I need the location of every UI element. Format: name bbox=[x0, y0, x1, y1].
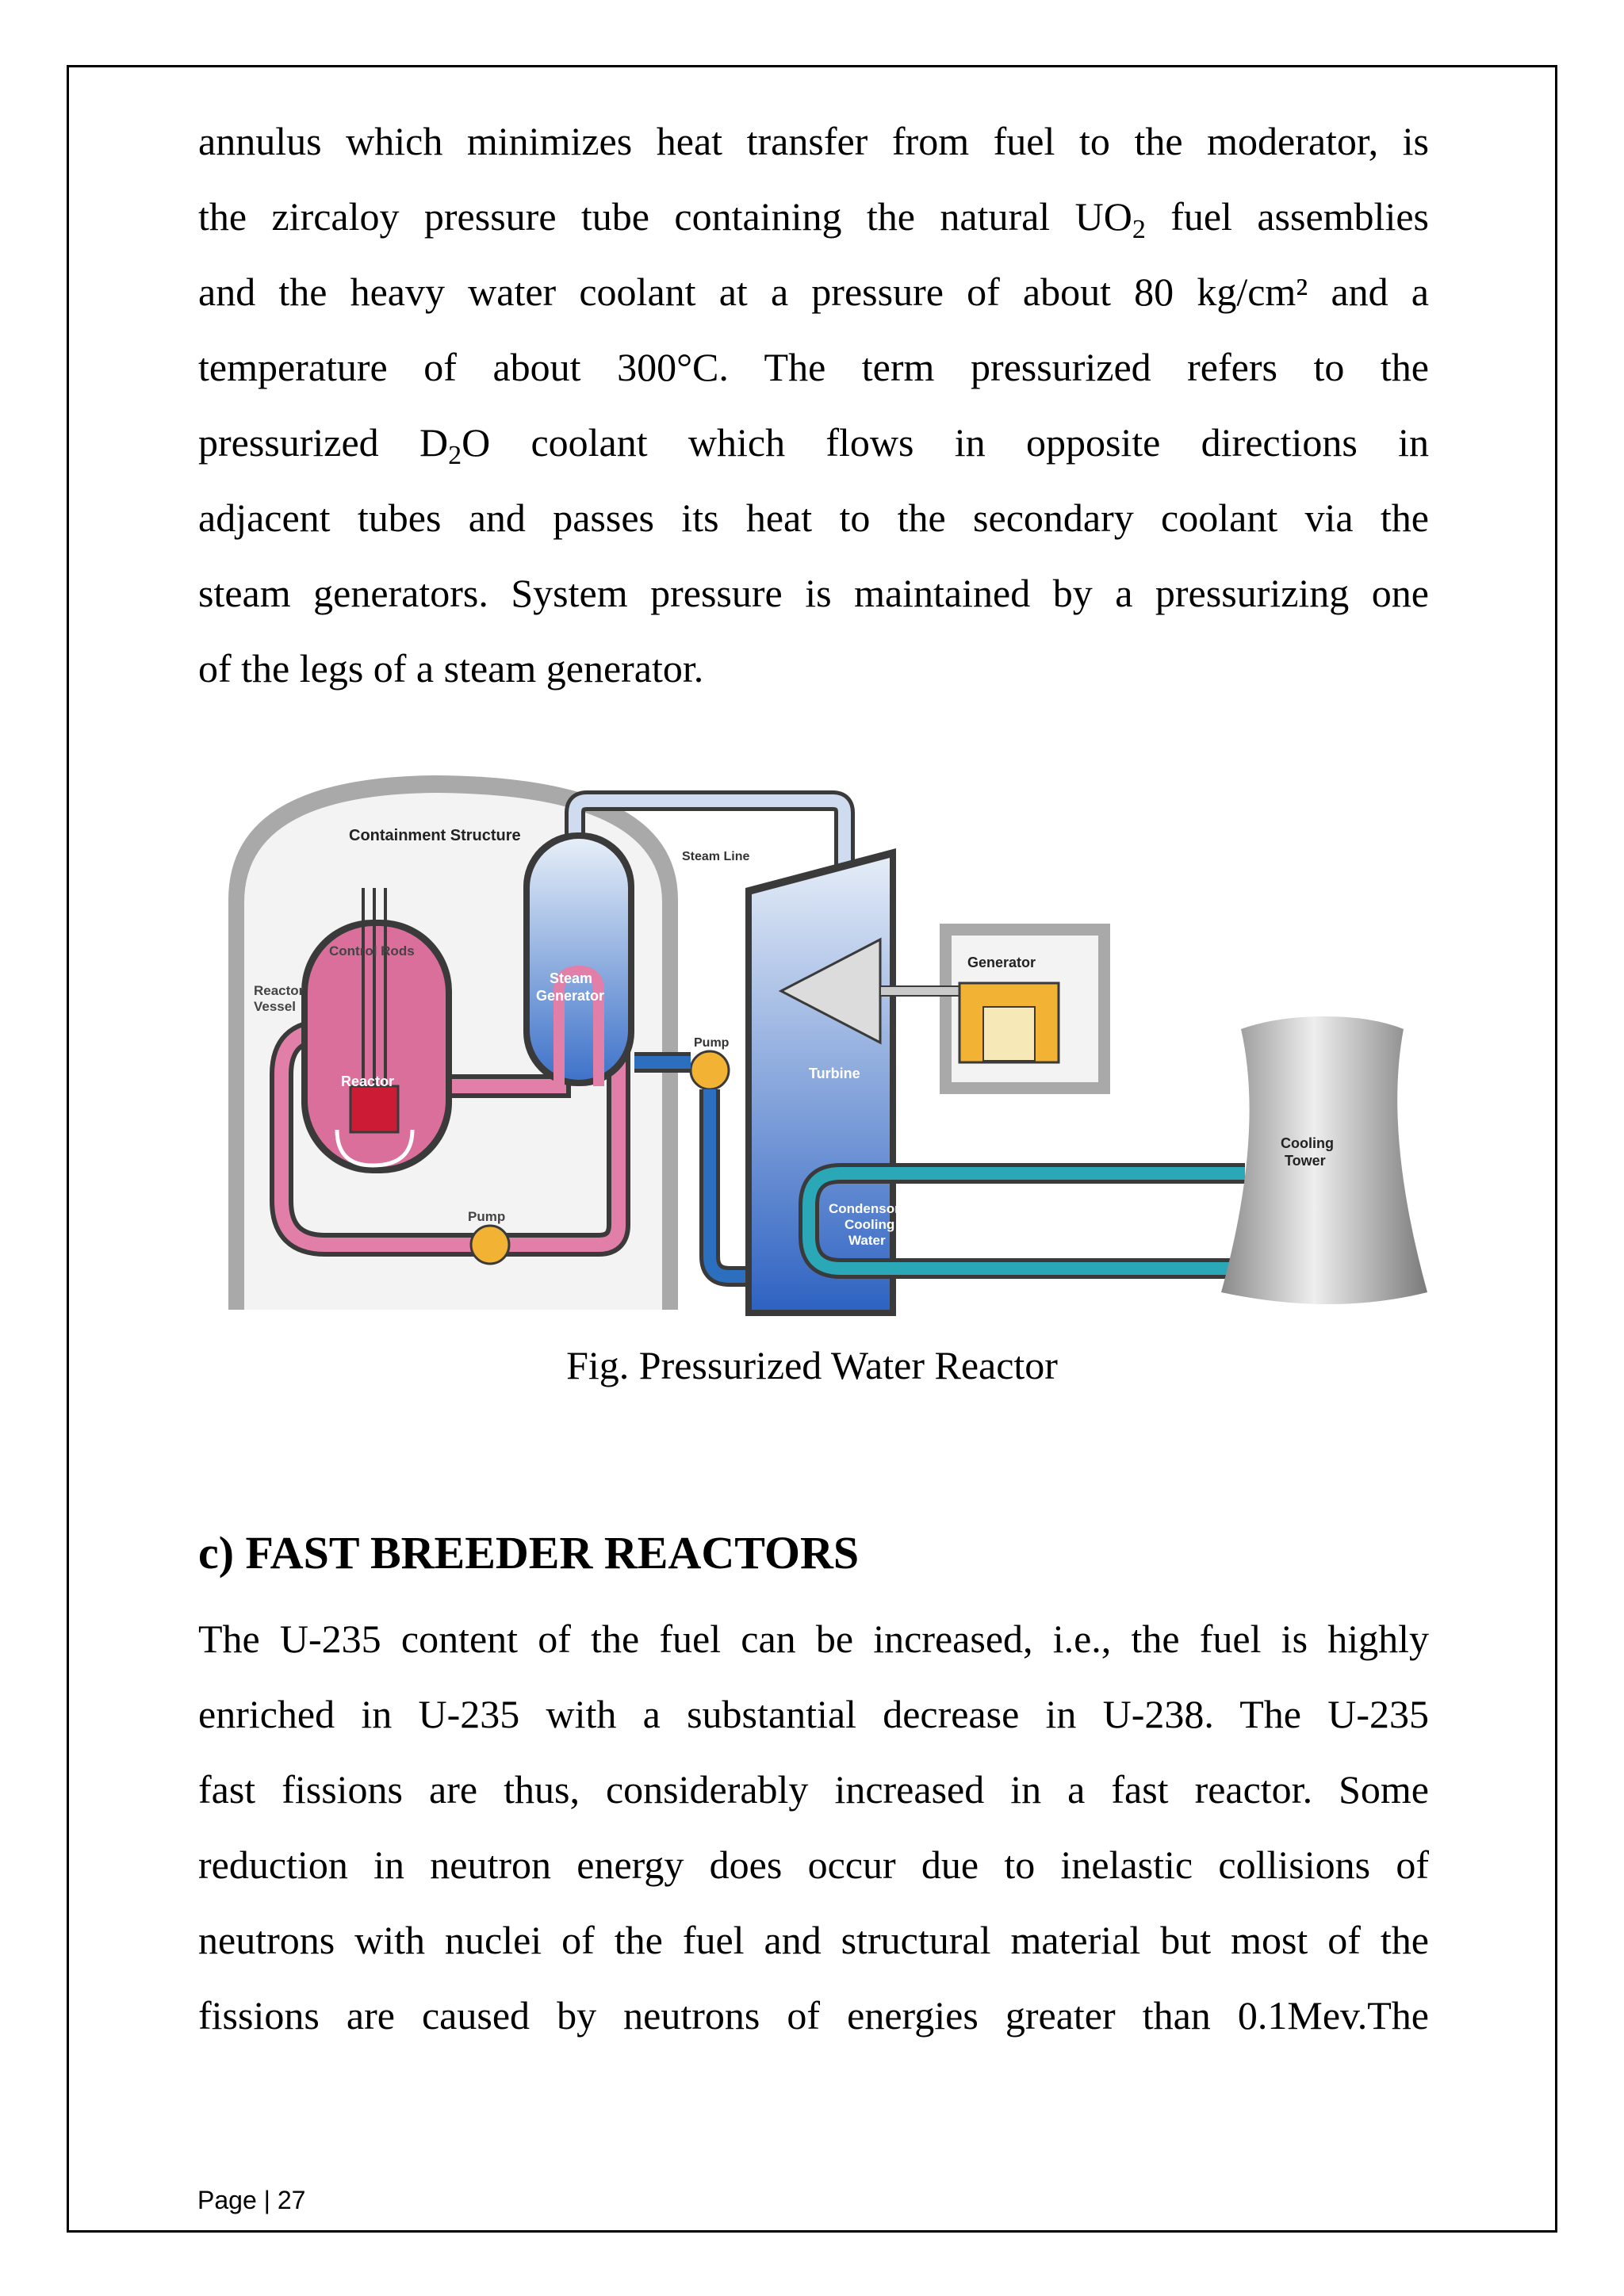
label-pump-top: Pump bbox=[694, 1036, 730, 1050]
text-line: fissions are caused by neutrons of energies greater than 0.1Mev.The bbox=[198, 1993, 1429, 2038]
page-number: Page | 27 bbox=[197, 2186, 306, 2214]
text-line: pressurized $D_2O$ coolant which flows in opposite directions in bbox=[198, 420, 1429, 470]
label-reactor-vessel-1: Reactor bbox=[254, 983, 304, 998]
text-line: fast fissions are thus, considerably increased in a fast reactor. Some bbox=[198, 1767, 1429, 1812]
primary-pump bbox=[471, 1226, 509, 1264]
label-containment: Containment Structure bbox=[349, 827, 521, 844]
text-line: steam generators. System pressure is maintained by a pressurizing one bbox=[198, 571, 1429, 615]
body-paragraph-2 bbox=[198, 1601, 1429, 2053]
label-steam-line: Steam Line bbox=[682, 850, 750, 863]
text-line: enriched in U-235 with a substantial decrease in U-238. The U-235 bbox=[198, 1692, 1429, 1736]
text-line: and the heavy water coolant at a pressure of about 80 kg/cm² and a bbox=[198, 270, 1429, 314]
label-control-rods: Control Rods bbox=[329, 943, 415, 959]
label-reactor: Reactor bbox=[341, 1073, 395, 1089]
text-line: the zircaloy pressure tube containing the natural $UO_2$ fuel assemblies bbox=[198, 194, 1429, 244]
figure-caption: Fig. Pressurized Water Reactor bbox=[566, 1343, 1058, 1387]
label-reactor-vessel-2: Vessel bbox=[254, 999, 296, 1014]
text-line: annulus which minimizes heat transfer from fuel to the moderator, is bbox=[198, 119, 1429, 163]
label-pump-bottom: Pump bbox=[468, 1209, 506, 1224]
label-condensor-2: Cooling bbox=[845, 1217, 895, 1232]
label-generator: Generator bbox=[967, 955, 1036, 970]
label-condensor-1: Condensor bbox=[829, 1201, 900, 1216]
label-turbine: Turbine bbox=[809, 1066, 860, 1081]
text-line: of the legs of a steam generator. bbox=[198, 646, 704, 691]
label-steam-generator-1: Steam bbox=[550, 970, 593, 986]
text-line: reduction in neutron energy does occur due to inelastic collisions of bbox=[198, 1843, 1429, 1887]
text-line: adjacent tubes and passes its heat to the secondary coolant via the bbox=[198, 496, 1429, 540]
body-paragraph-1 bbox=[198, 104, 1429, 706]
text-line: The U-235 content of the fuel can be increased, i.e., the fuel is highly bbox=[198, 1617, 1429, 1661]
label-cooling-tower-2: Tower bbox=[1285, 1153, 1326, 1169]
label-steam-generator-2: Generator bbox=[536, 988, 605, 1004]
label-cooling-tower-1: Cooling bbox=[1281, 1135, 1334, 1151]
reactor-core bbox=[350, 1086, 398, 1132]
section-heading: c) FAST BREEDER REACTORS bbox=[198, 1527, 860, 1578]
secondary-pump bbox=[691, 1051, 729, 1089]
text-line: neutrons with nuclei of the fuel and structural material but most of the bbox=[198, 1918, 1429, 1962]
label-condensor-3: Water bbox=[848, 1233, 886, 1248]
pwr-diagram bbox=[222, 769, 1443, 1316]
text-line: temperature of about 300°C. The term pressurized refers to the bbox=[198, 345, 1429, 389]
